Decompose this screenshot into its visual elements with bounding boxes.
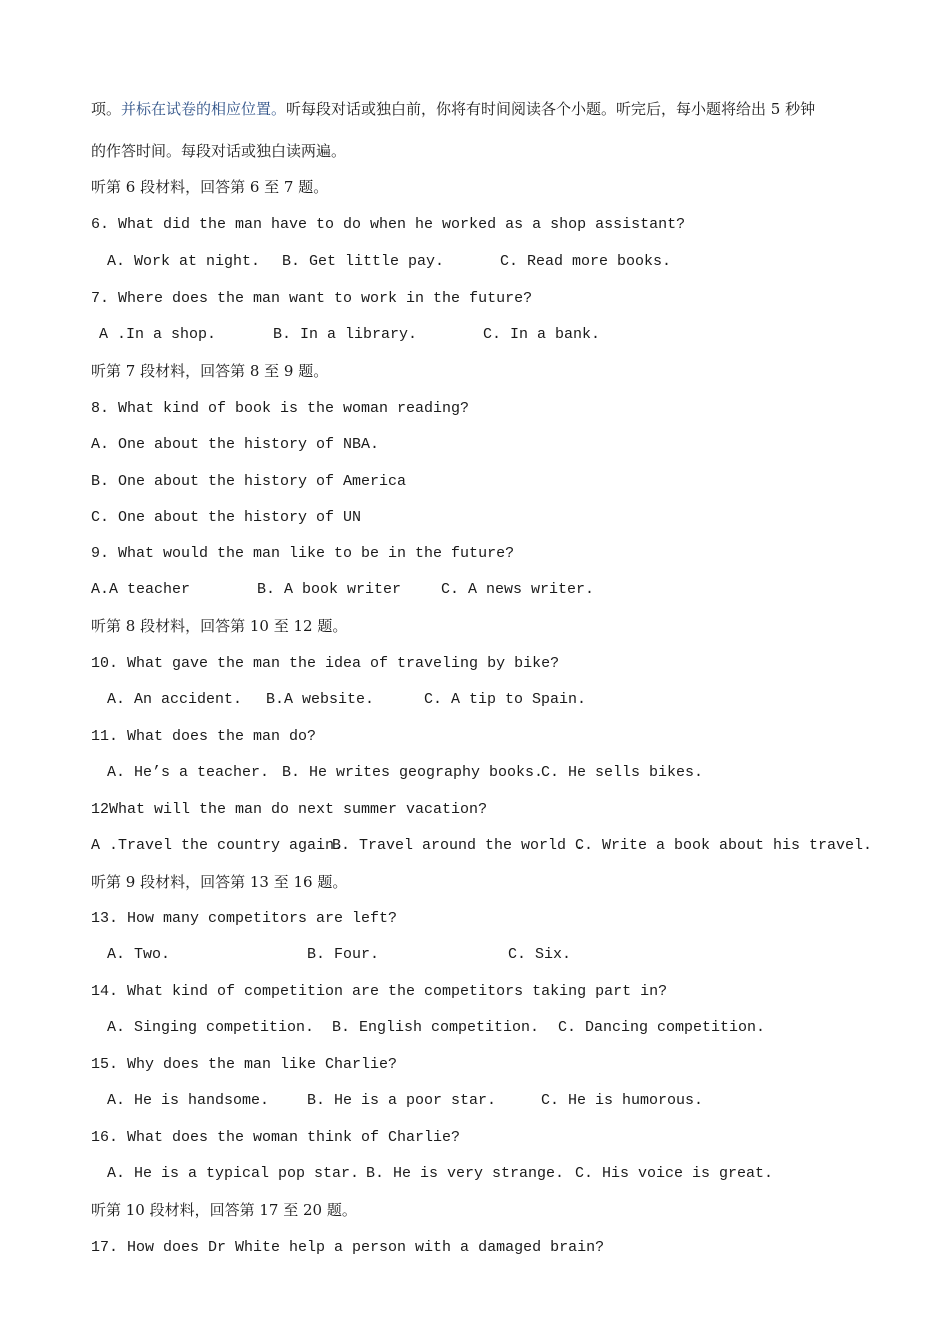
section-10-heading: 听第 10 段材料，回答第 17 至 20 题。 — [91, 1201, 357, 1219]
intro-prefix: 项。 — [91, 100, 122, 118]
question-15: 15. Why does the man like Charlie? — [91, 1056, 398, 1073]
question-8: 8. What kind of book is the woman reading? — [91, 400, 470, 417]
option-c: C. A tip to Spain. — [424, 691, 587, 708]
option-c: C. Six. — [508, 946, 572, 963]
option-a: A. Singing competition. — [107, 1019, 315, 1036]
section-7-heading: 听第 7 段材料，回答第 8 至 9 题。 — [91, 362, 329, 380]
option-b: B. A book writer — [257, 581, 402, 598]
question-7: 7. Where does the man want to work in the future? — [91, 290, 533, 307]
section-6-heading: 听第 6 段材料，回答第 6 至 7 题。 — [91, 178, 329, 196]
option-c: C. In a bank. — [483, 326, 601, 343]
option-c: C. He is humorous. — [541, 1092, 704, 1109]
option-a: A. An accident. — [107, 691, 243, 708]
intro-highlight: 并标在试卷的相应位置。 — [121, 100, 287, 118]
option-b: B. In a library. — [273, 326, 418, 343]
question-13: 13. How many competitors are left? — [91, 910, 398, 927]
option-c: C. His voice is great. — [575, 1165, 774, 1182]
option-c: C. He sells bikes. — [541, 764, 704, 781]
section-9-heading: 听第 9 段材料，回答第 13 至 16 题。 — [91, 873, 348, 891]
question-8-option-b: B. One about the history of America — [91, 473, 407, 490]
option-c: C. A news writer. — [441, 581, 595, 598]
option-a: A. He is a typical pop star. — [107, 1165, 360, 1182]
option-b: B. Four. — [307, 946, 380, 963]
question-12: 12What will the man do next summer vacation? — [91, 801, 488, 818]
option-a: A. He is handsome. — [107, 1092, 270, 1109]
option-a: A. He’s a teacher. — [107, 764, 270, 781]
option-a: A .Travel the country again. — [91, 837, 344, 854]
question-6: 6. What did the man have to do when he worked as a shop assistant? — [91, 216, 686, 233]
question-10: 10. What gave the man the idea of traveling by bike? — [91, 655, 560, 672]
option-c: C. Dancing competition. — [558, 1019, 766, 1036]
question-17: 17. How does Dr White help a person with a damaged brain? — [91, 1239, 605, 1256]
question-9: 9. What would the man like to be in the future? — [91, 545, 515, 562]
option-b: B.A website. — [266, 691, 375, 708]
section-8-heading: 听第 8 段材料，回答第 10 至 12 题。 — [91, 617, 348, 635]
intro-rest: 听每段对话或独白前，你将有时间阅读各个小题。听完后，每小题将给出 5 秒钟 — [286, 100, 816, 118]
question-16: 16. What does the woman think of Charlie? — [91, 1129, 461, 1146]
question-14: 14. What kind of competition are the competitors taking part in? — [91, 983, 668, 1000]
option-b: B. English competition. — [332, 1019, 540, 1036]
option-a: A. Two. — [107, 946, 171, 963]
option-a: A. Work at night. — [107, 253, 261, 270]
option-b: B. He is very strange. — [366, 1165, 565, 1182]
option-b: B. Get little pay. — [282, 253, 445, 270]
question-8-option-c: C. One about the history of UN — [91, 509, 362, 526]
option-b: B. He is a poor star. — [307, 1092, 497, 1109]
question-11: 11. What does the man do? — [91, 728, 317, 745]
option-a: A.A teacher — [91, 581, 191, 598]
intro-line-2: 的作答时间。每段对话或独白读两遍。 — [91, 142, 347, 160]
option-a: A .In a shop. — [99, 326, 217, 343]
option-c: C. Read more books. — [500, 253, 672, 270]
option-b: B. He writes geography books. — [282, 764, 544, 781]
option-c: C. Write a book about his travel. — [575, 837, 873, 854]
intro-line-1 — [91, 99, 815, 119]
option-b: B. Travel around the world . — [332, 837, 585, 854]
question-8-option-a: A. One about the history of NBA. — [91, 436, 380, 453]
